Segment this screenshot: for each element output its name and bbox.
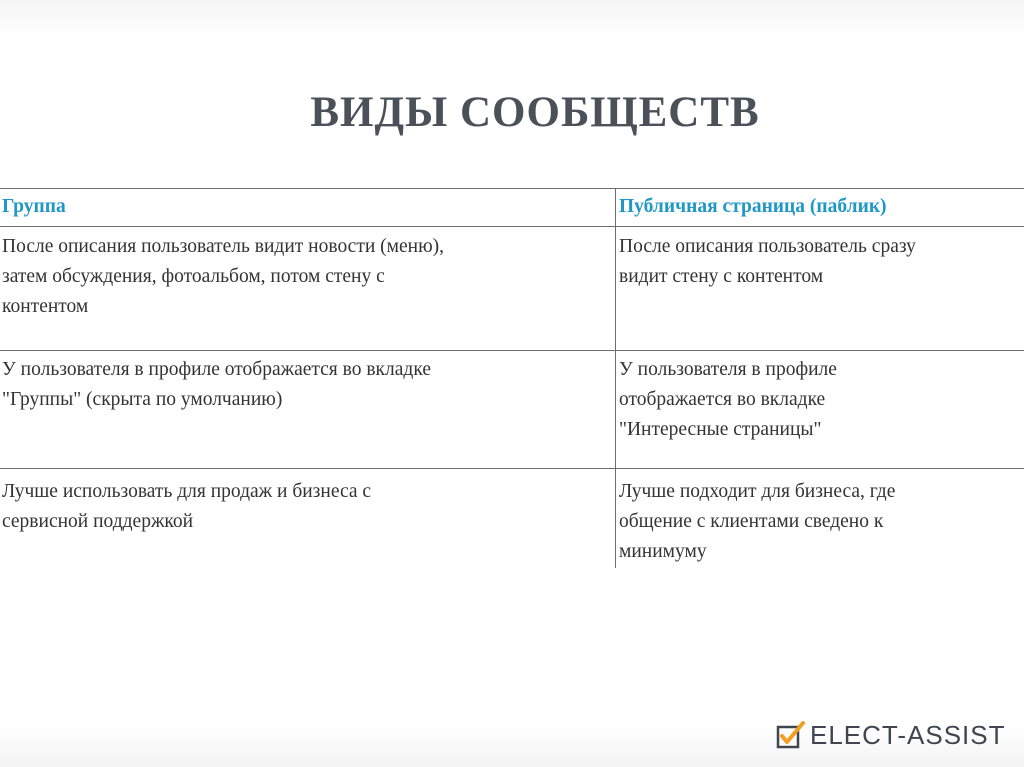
cell-line: После описания пользователь видит новости (меню), [2, 236, 445, 257]
table-row-2-public [619, 355, 1024, 445]
cell-line: минимуму [619, 541, 707, 562]
cell-line: Лучше использовать для продаж и бизнеса с [2, 481, 372, 502]
table-rule-row2 [0, 468, 1024, 469]
cell-line: У пользователя в профиле [619, 359, 837, 380]
table-row-3-public [619, 477, 1024, 567]
cell-line: У пользователя в профиле отображается во вкладке [2, 359, 431, 380]
table-column-divider [615, 188, 616, 568]
cell-line: "Группы" (скрыта по умолчанию) [2, 389, 283, 410]
cell-line: отображается во вкладке [619, 389, 826, 410]
table-rule-top [0, 188, 1024, 189]
checkbox-check-icon [776, 720, 806, 750]
slide-title: ВИДЫ СООБЩЕСТВ [310, 89, 760, 136]
table-rule-header [0, 226, 1024, 227]
table-row-1-group [2, 232, 610, 322]
logo-text: ELECT-ASSIST [810, 719, 1006, 750]
cell-line: затем обсуждения, фотоальбом, потом стену с [2, 266, 385, 287]
cell-line: видит стену с контентом [619, 266, 824, 287]
cell-line: Лучше подходит для бизнеса, где [619, 481, 896, 502]
cell-line: общение с клиентами сведено к [619, 511, 884, 532]
table-row-2-group [2, 355, 610, 415]
cell-line: контентом [2, 296, 89, 317]
header-group: Группа [2, 196, 66, 217]
table-rule-row1 [0, 350, 1024, 351]
cell-line: "Интересные страницы" [619, 419, 822, 440]
elect-assist-logo [776, 718, 1006, 752]
header-public-page: Публичная страница (паблик) [619, 196, 887, 217]
cell-line: сервисной поддержкой [2, 511, 194, 532]
table-row-3-group [2, 477, 610, 537]
table-row-1-public [619, 232, 1024, 292]
cell-line: После описания пользователь сразу [619, 236, 916, 257]
